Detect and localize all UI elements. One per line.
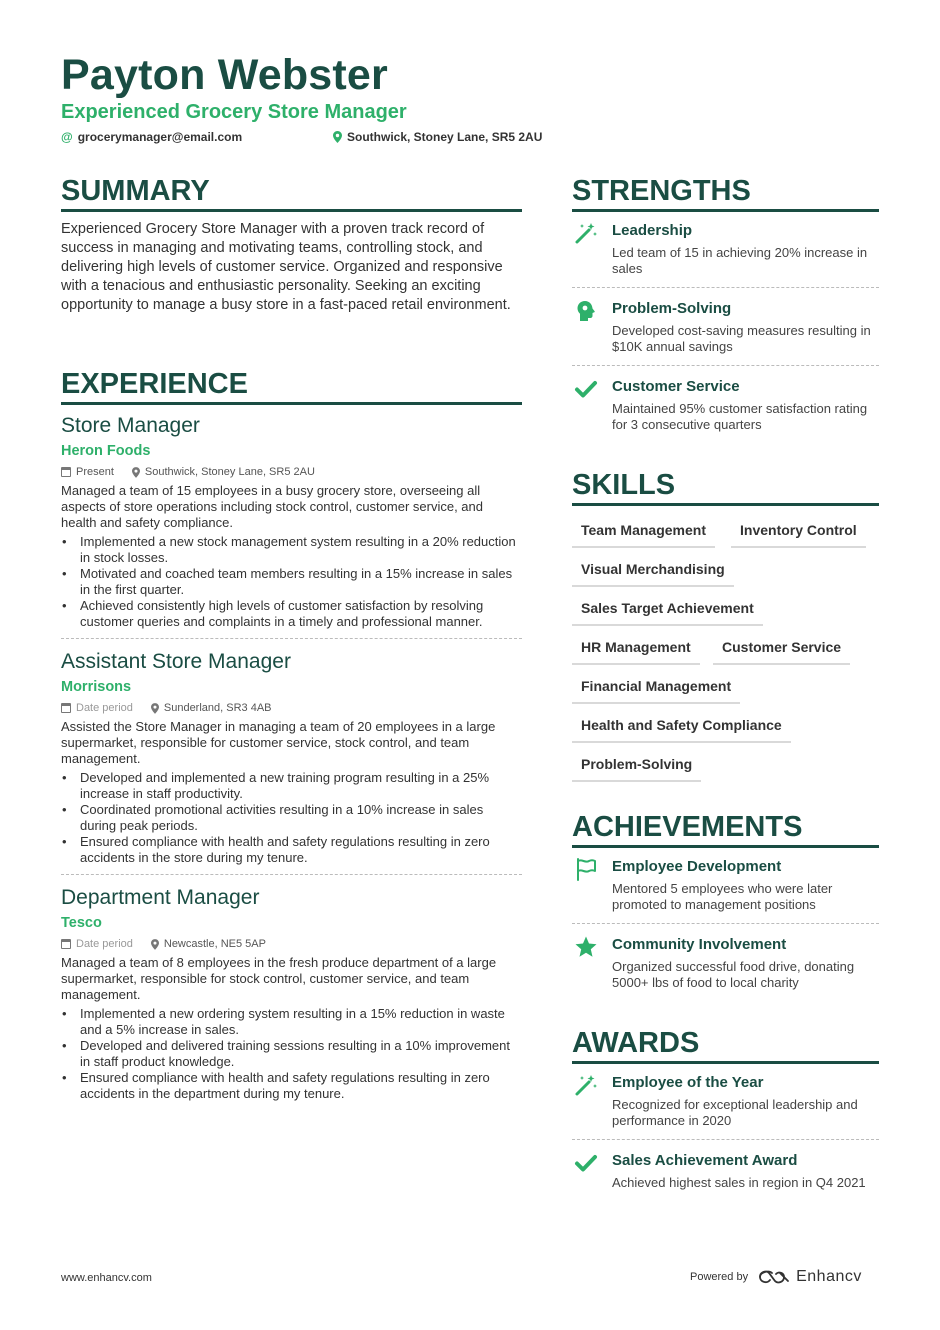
job-description: Managed a team of 15 employees in a busy grocery store, overseeing all aspects of store operations including stock control, customer service, and health and safety compliance. [61, 483, 483, 530]
strength-text: Developed cost-saving measures resulting in $10K annual savings [612, 323, 871, 354]
website-link[interactable]: www.enhancv.com [61, 1272, 152, 1284]
calendar-icon [61, 703, 71, 713]
divider [572, 365, 879, 366]
job-bullets [61, 1006, 522, 1102]
strength-item [572, 299, 879, 366]
powered-by[interactable] [690, 1268, 862, 1286]
enhancv-logo-icon [758, 1269, 790, 1285]
check-icon [574, 377, 598, 401]
job-meta [61, 464, 522, 480]
strength-text: Led team of 15 in achieving 20% increase in sales [612, 245, 868, 276]
achievement-title: Community Involvement [612, 936, 787, 953]
job-meta [61, 700, 522, 716]
divider [572, 287, 879, 288]
job-role: Store Manager [61, 414, 200, 437]
job-bullet: • Coordinated promotional activities resulting in a 10% increase in sales during peak periods. [61, 802, 522, 834]
divider [572, 923, 879, 924]
job-entry [61, 885, 522, 1102]
achievement-item [572, 935, 879, 991]
summary-text: Experienced Grocery Store Manager with a proven track record of success in managing and motivating teams, controlling stock, and delivering high levels of customer service. Organized and responsive with a tenacious and enthusiastic personality. Seeking an exciting opportunity to manage a busy store in a fast-paced retail environment. [61, 221, 511, 313]
job-entry [61, 649, 522, 875]
magic-wand-icon [574, 1073, 598, 1097]
achievement-title: Employee Development [612, 858, 782, 875]
achievement-text: Organized successful food drive, donating 5000+ lbs of food to local charity [612, 959, 855, 990]
job-company: Tesco [61, 915, 102, 931]
skill-tag: Financial Management [572, 677, 740, 704]
skill-tag: HR Management [572, 638, 700, 665]
job-bullet: • Achieved consistently high levels of customer satisfaction by resolving customer queries and complaints in a timely and professional manner. [61, 598, 522, 630]
skills-heading: SKILLS [572, 468, 879, 506]
job-bullets [61, 534, 522, 630]
job-role: Department Manager [61, 886, 260, 909]
divider [572, 1139, 879, 1140]
pin-icon [151, 939, 159, 950]
pin-icon [151, 703, 159, 714]
job-bullets [61, 770, 522, 866]
achievement-text: Mentored 5 employees who were later promoted to management positions [612, 881, 833, 912]
strength-text: Maintained 95% customer satisfaction rating for 3 consecutive quarters [612, 401, 868, 432]
skill-tag: Health and Safety Compliance [572, 716, 791, 743]
head-icon [574, 299, 598, 323]
job-bullet: • Developed and implemented a new training program resulting in a 25% increase in staff productivity. [61, 770, 522, 802]
job-entry [61, 413, 522, 639]
experience-heading: EXPERIENCE [61, 367, 522, 405]
awards-heading: AWARDS [572, 1026, 879, 1064]
strength-title: Problem-Solving [612, 300, 732, 317]
enhancv-logo [758, 1268, 862, 1286]
strength-item [572, 221, 879, 288]
candidate-title: Experienced Grocery Store Manager [61, 101, 407, 123]
job-date: Date period [76, 702, 133, 714]
job-location: Southwick, Stoney Lane, SR5 2AU [144, 466, 315, 478]
job-company: Morrisons [61, 679, 132, 695]
award-title: Employee of the Year [612, 1074, 764, 1091]
job-bullet: • Ensured compliance with health and safety regulations resulting in zero accidents in the department during my tenure. [61, 1070, 522, 1102]
achievement-item [572, 857, 879, 924]
job-location: Newcastle, NE5 5AP [163, 938, 266, 950]
skill-tag: Visual Merchandising [572, 560, 734, 587]
strength-title: Customer Service [612, 378, 740, 395]
skill-tag: Inventory Control [731, 521, 866, 548]
location-contact [333, 129, 542, 145]
skill-tag: Sales Target Achievement [572, 599, 763, 626]
check-icon [574, 1151, 598, 1175]
strength-title: Leadership [612, 222, 693, 239]
skill-tag: Customer Service [713, 638, 850, 665]
skill-tag: Problem-Solving [572, 755, 701, 782]
calendar-icon [61, 467, 71, 477]
job-location: Sunderland, SR3 4AB [163, 702, 272, 714]
pin-icon [132, 467, 140, 478]
flag-icon [574, 857, 598, 881]
enhancv-brand: Enhancv [796, 1268, 862, 1285]
job-bullet: • Implemented a new stock management system resulting in a 20% reduction in stock losses. [61, 534, 522, 566]
job-description: Assisted the Store Manager in managing a team of 20 employees in a large supermarket, responsible for customer service, stock control, and team management. [61, 719, 496, 766]
job-bullet: • Implemented a new ordering system resulting in a 15% reduction in waste and a 5% increase in sales. [61, 1006, 522, 1038]
award-item [572, 1151, 879, 1191]
calendar-icon [61, 939, 71, 949]
email-contact[interactable] [61, 129, 242, 145]
star-icon [574, 935, 598, 959]
skill-tag: Team Management [572, 521, 715, 548]
pin-icon [333, 131, 342, 143]
job-company: Heron Foods [61, 443, 151, 459]
job-description: Managed a team of 8 employees in the fresh produce department of a large supermarket, responsible for stock control, customer service, and team management. [61, 955, 497, 1002]
award-item [572, 1073, 879, 1140]
magic-wand-icon [574, 221, 598, 245]
at-icon: @ [61, 130, 73, 144]
location-text: Southwick, Stoney Lane, SR5 2AU [347, 130, 543, 144]
job-bullet: • Developed and delivered training sessions resulting in a 10% improvement in staff product knowledge. [61, 1038, 522, 1070]
strengths-heading: STRENGTHS [572, 174, 879, 212]
powered-by-label: Powered by [690, 1271, 749, 1283]
award-text: Recognized for exceptional leadership and performance in 2020 [612, 1097, 858, 1128]
divider [61, 874, 522, 875]
award-title: Sales Achievement Award [612, 1152, 798, 1169]
job-date: Present [76, 466, 114, 478]
job-role: Assistant Store Manager [61, 650, 291, 673]
strength-item [572, 377, 879, 433]
divider [61, 638, 522, 639]
job-date: Date period [76, 938, 133, 950]
achievements-heading: ACHIEVEMENTS [572, 810, 879, 848]
summary-heading: SUMMARY [61, 174, 522, 212]
candidate-name: Payton Webster [61, 51, 388, 99]
award-text: Achieved highest sales in region in Q4 2021 [612, 1175, 866, 1190]
email-text: grocerymanager@email.com [77, 130, 243, 144]
job-bullet: • Motivated and coached team members resulting in a 15% increase in sales in the first quarter. [61, 566, 522, 598]
job-meta [61, 936, 522, 952]
job-bullet: • Ensured compliance with health and safety regulations resulting in zero accidents in the store during my tenure. [61, 834, 522, 866]
